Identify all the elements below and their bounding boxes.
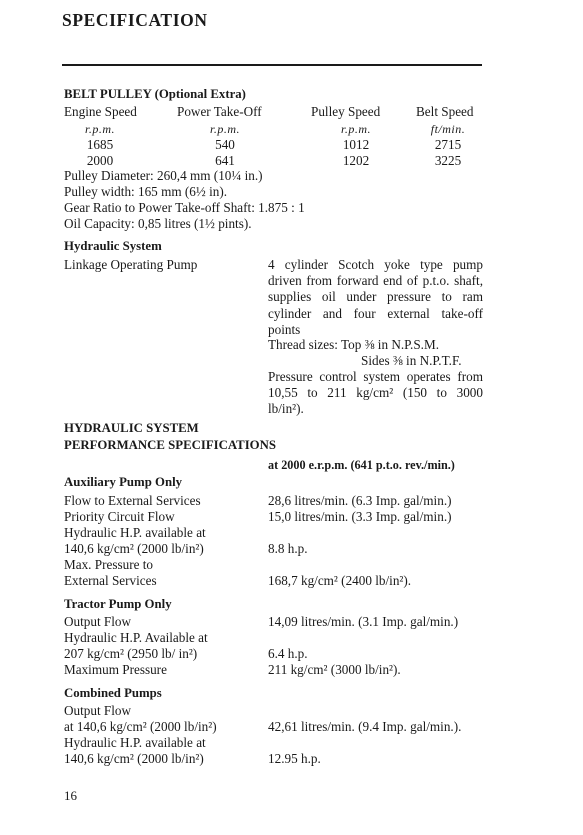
combined-hp-value: 12.95 h.p. <box>268 751 321 766</box>
pressure-control: Pressure control system operates from 10,55 to 211 kg/cm² (150 to 3000 lb/in²). <box>268 369 483 417</box>
table-cell: 641 <box>215 153 235 168</box>
col-header-pto: Power Take-Off <box>177 104 262 119</box>
hydraulic-system-heading: Hydraulic System <box>64 239 162 253</box>
combined-output-label-1: Output Flow <box>64 703 132 718</box>
table-cell: 2715 <box>434 137 462 152</box>
col-header-engine-speed: Engine Speed <box>64 104 137 119</box>
unit-pto: r.p.m. <box>209 122 240 136</box>
col-header-pulley-speed: Pulley Speed <box>311 104 381 119</box>
aux-max-label-2: External Services <box>64 573 157 588</box>
combined-hp-label-1: Hydraulic H.P. available at <box>64 735 206 750</box>
aux-hp-label-1: Hydraulic H.P. available at <box>64 525 206 540</box>
oil-capacity: Oil Capacity: 0,85 litres (1½ pints). <box>64 216 252 231</box>
table-cell: 540 <box>215 137 235 152</box>
aux-flow-external-label: Flow to External Services <box>64 493 201 508</box>
unit-pulley-speed: r.p.m. <box>340 122 371 136</box>
unit-engine-speed: r.p.m. <box>84 122 115 136</box>
gear-ratio: Gear Ratio to Power Take-off Shaft: 1.875 : 1 <box>64 200 305 215</box>
aux-priority-label: Priority Circuit Flow <box>64 509 175 524</box>
tractor-hp-label-2: 207 kg/cm² (2950 lb/ in²) <box>64 646 198 661</box>
page-number: 16 <box>64 788 77 803</box>
aux-flow-external-value: 28,6 litres/min. (6.3 Imp. gal/min.) <box>268 493 452 508</box>
tractor-heading: Tractor Pump Only <box>64 597 172 611</box>
thread-sizes-sides: Sides ⅜ in N.P.T.F. <box>361 353 462 368</box>
table-cell: 1685 <box>86 137 114 152</box>
title-divider <box>62 64 482 66</box>
performance-heading-1: HYDRAULIC SYSTEM <box>64 421 199 435</box>
belt-pulley-heading: BELT PULLEY (Optional Extra) <box>64 87 246 101</box>
table-cell: 3225 <box>434 153 462 168</box>
thread-sizes-top: Thread sizes: Top ⅜ in N.P.S.M. <box>268 337 439 352</box>
aux-priority-value: 15,0 litres/min. (3.3 Imp. gal/min.) <box>268 509 452 524</box>
aux-hp-value: 8.8 h.p. <box>268 541 308 556</box>
tractor-max-label: Maximum Pressure <box>64 662 167 677</box>
tractor-output-label: Output Flow <box>64 614 132 629</box>
table-cell: 1202 <box>342 153 370 168</box>
aux-max-value: 168,7 kg/cm² (2400 lb/in²). <box>268 573 412 588</box>
tractor-output-value: 14,09 litres/min. (3.1 Imp. gal/min.) <box>268 614 459 629</box>
pulley-width: Pulley width: 165 mm (6½ in). <box>64 184 228 199</box>
table-cell: 1012 <box>342 137 370 152</box>
performance-condition: at 2000 e.r.p.m. (641 p.t.o. rev./min.) <box>268 458 455 472</box>
page-title: SPECIFICATION <box>62 10 208 30</box>
aux-hp-label-2: 140,6 kg/cm² (2000 lb/in²) <box>64 541 204 556</box>
aux-max-label-1: Max. Pressure to <box>64 557 154 572</box>
tractor-max-value: 211 kg/cm² (3000 lb/in²). <box>268 662 401 677</box>
combined-heading: Combined Pumps <box>64 686 162 700</box>
linkage-pump-label: Linkage Operating Pump <box>64 257 198 272</box>
combined-hp-label-2: 140,6 kg/cm² (2000 lb/in²) <box>64 751 204 766</box>
combined-output-value: 42,61 litres/min. (9.4 Imp. gal/min.). <box>268 719 462 734</box>
tractor-hp-value: 6.4 h.p. <box>268 646 308 661</box>
unit-belt-speed: ft/min. <box>430 122 466 136</box>
combined-output-label-2: at 140,6 kg/cm² (2000 lb/in²) <box>64 719 217 734</box>
table-cell: 2000 <box>86 153 114 168</box>
pump-description: 4 cylinder Scotch yoke type pump driven from forward end of p.t.o. shaft, supplies oil under pressure to ram cylinder and four external take-off points <box>268 257 483 337</box>
auxiliary-heading: Auxiliary Pump Only <box>64 475 183 489</box>
col-header-belt-speed: Belt Speed <box>416 104 474 119</box>
performance-heading-2: PERFORMANCE SPECIFICATIONS <box>64 438 276 452</box>
tractor-hp-label-1: Hydraulic H.P. Available at <box>64 630 208 645</box>
pulley-diameter: Pulley Diameter: 260,4 mm (10¼ in.) <box>64 168 263 183</box>
